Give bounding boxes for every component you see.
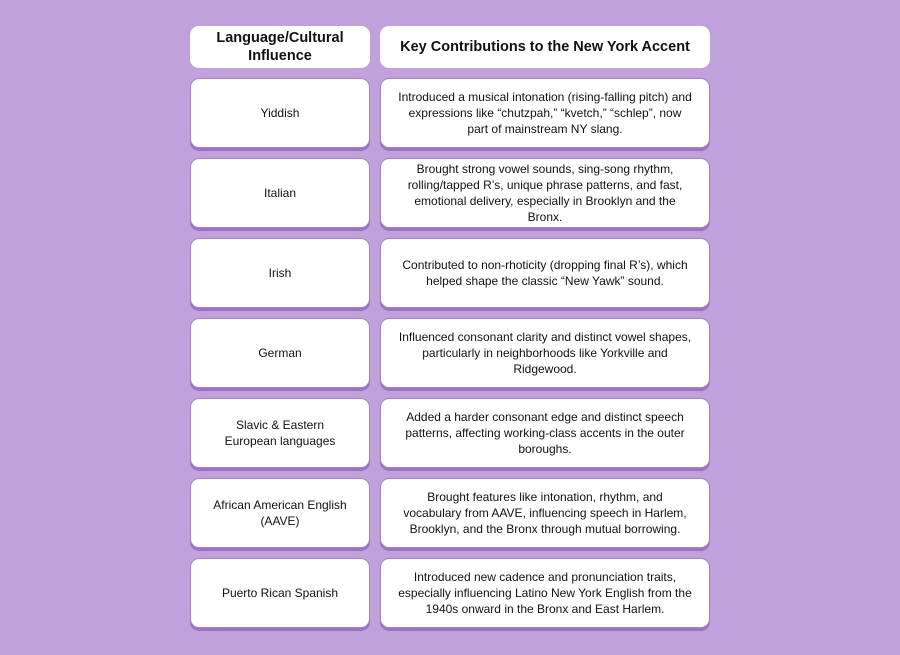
- influence-table: [190, 26, 710, 638]
- table-row: [190, 238, 710, 308]
- contribution-cell: Influenced consonant clarity and distinct vowel shapes, particularly in neighborhoods like Yorkville and Ridgewood.: [380, 318, 710, 388]
- language-cell: Slavic & Eastern European languages: [190, 398, 370, 468]
- language-cell: Irish: [190, 238, 370, 308]
- language-cell: German: [190, 318, 370, 388]
- contribution-cell: Contributed to non-rhoticity (dropping final R’s), which helped shape the classic “New Yawk” sound.: [380, 238, 710, 308]
- contribution-cell: Introduced a musical intonation (rising-falling pitch) and expressions like “chutzpah,” “kvetch,” “schlep”, now part of mainstream NY slang.: [380, 78, 710, 148]
- contribution-cell: Added a harder consonant edge and distinct speech patterns, affecting working-class accents in the outer boroughs.: [380, 398, 710, 468]
- language-cell: African American English (AAVE): [190, 478, 370, 548]
- language-cell: Yiddish: [190, 78, 370, 148]
- header-language: Language/Cultural Influence: [190, 26, 370, 68]
- language-cell: Italian: [190, 158, 370, 228]
- table-header-row: [190, 26, 710, 68]
- table-row: [190, 318, 710, 388]
- table-row: [190, 158, 710, 228]
- table-row: [190, 398, 710, 468]
- table-row: [190, 78, 710, 148]
- header-contributions: Key Contributions to the New York Accent: [380, 26, 710, 68]
- contribution-cell: Brought features like intonation, rhythm, and vocabulary from AAVE, influencing speech in Harlem, Brooklyn, and the Bronx through mutual borrowing.: [380, 478, 710, 548]
- contribution-cell: Brought strong vowel sounds, sing-song rhythm, rolling/tapped R’s, unique phrase patterns, and fast, emotional delivery, especially in Brooklyn and the Bronx.: [380, 158, 710, 228]
- table-row: [190, 478, 710, 548]
- language-cell: Puerto Rican Spanish: [190, 558, 370, 628]
- table-row: [190, 558, 710, 628]
- contribution-cell: Introduced new cadence and pronunciation traits, especially influencing Latino New York English from the 1940s onward in the Bronx and East Harlem.: [380, 558, 710, 628]
